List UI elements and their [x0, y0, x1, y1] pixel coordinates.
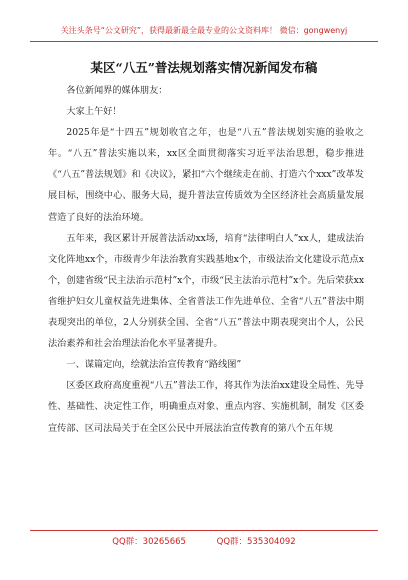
salutation: 各位新闻界的媒体朋友：	[66, 85, 168, 96]
section-heading: 一、谋篇定向，绘就法治宣传教育“路线图”	[66, 359, 242, 371]
greeting: 大家上午好！	[66, 106, 122, 118]
paragraph: 区委区政府高度重视“八五”普法工作，将其作为法治xx建设全局性、先导性、基础性、决定性工作，明确重点对象、重点内容、实施机制，制发《区委宣传部、区司法局关于在全区公民中开展法治宣传教育的第八个五年规	[48, 380, 364, 434]
header-note: 关注头条号“公文研究”，获得最新最全最专业的公文资料库！ 微信：gongwenyj	[60, 26, 348, 35]
footer-qq-group-1: QQ群：30265665	[112, 537, 186, 547]
header-divider	[30, 41, 378, 42]
footer-divider	[30, 530, 378, 531]
paragraph: 五年来，我区累计开展普法活动xx场，培育“法律明白人”xx人，建成法治文化阵地xx个，市级青少年法治教育实践基地x个，市级法治文化建设示范点x个，创建省级“民主法治示范村”x个，市级“民主法治示范村”x个。先后荣获xx省维护妇女儿童权益先进集体、全省普法工作先进单位、全省“八五”普法中期表现突出的单位，2人分别获全国、全省“八五”普法中期表现突出个人，公民法治素养和社会治理法治化水平显著提升。	[48, 232, 364, 350]
document-body	[48, 80, 364, 439]
footer-qq-group-2: QQ群：535304092	[216, 537, 296, 547]
footer	[0, 535, 408, 547]
document-title: 某区“八五”普法规划落实情况新闻发布稿	[90, 60, 318, 75]
paragraph: 2025年是“十四五”规划收官之年，也是“八五”普法规划实施的验收之年。“八五”普法实施以来，xx区全面贯彻落实习近平法治思想，稳步推进《“八五”普法规划》和《决议》，紧扣“六个继续走在前、打造六个xxx”改革发展目标，围绕中心、服务大局，提升普法宣传质效为全区经济社会高质量发展营造了良好的法治环境。	[48, 127, 364, 223]
